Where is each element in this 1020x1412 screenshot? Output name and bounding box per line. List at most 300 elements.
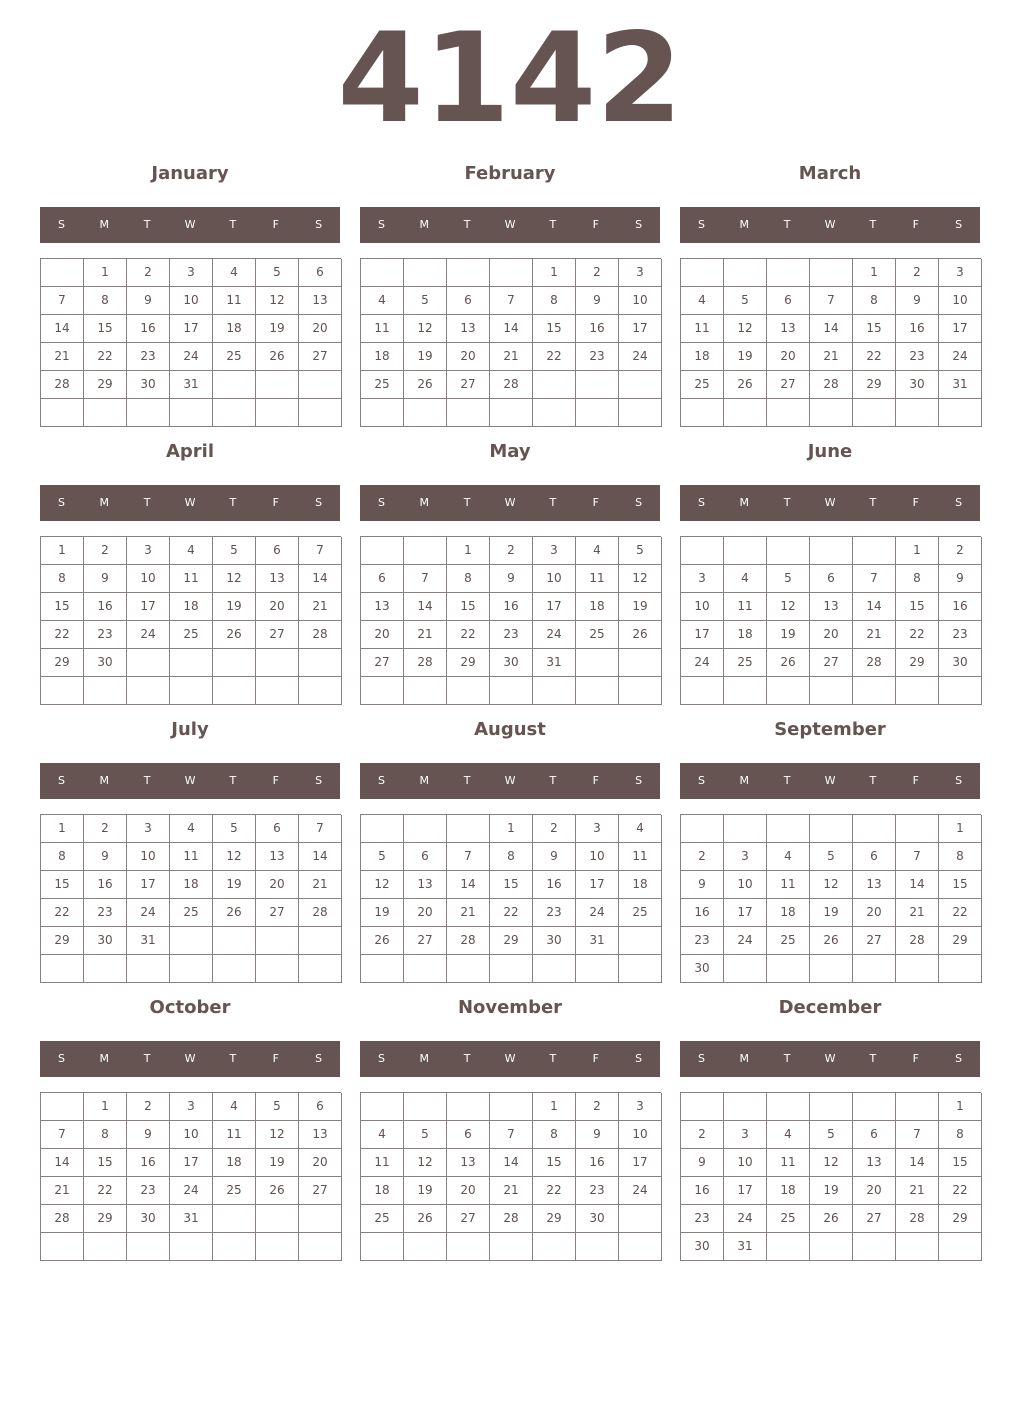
day-cell: 29: [533, 1205, 576, 1233]
day-cell: 20: [810, 621, 853, 649]
day-cell: 9: [127, 287, 170, 315]
day-cell: 19: [256, 1149, 299, 1177]
day-cell: 21: [447, 899, 490, 927]
empty-day-cell: [361, 537, 404, 565]
empty-day-cell: [447, 677, 490, 705]
day-cell: 21: [299, 593, 342, 621]
weekday-label: F: [912, 774, 919, 787]
day-cell: 3: [576, 815, 619, 843]
empty-day-cell: [170, 927, 213, 955]
empty-day-cell: [41, 1093, 84, 1121]
day-cell: 31: [533, 649, 576, 677]
day-cell: 29: [447, 649, 490, 677]
empty-day-cell: [724, 955, 767, 983]
empty-day-cell: [896, 677, 939, 705]
day-cell: 14: [896, 871, 939, 899]
weekday-label: T: [143, 496, 151, 509]
day-cell: 8: [84, 287, 127, 315]
empty-day-cell: [810, 955, 853, 983]
day-cell: 7: [404, 565, 447, 593]
empty-day-cell: [447, 815, 490, 843]
day-cell: 9: [681, 871, 724, 899]
month-name: May: [489, 441, 531, 462]
day-cell: 4: [213, 1093, 256, 1121]
day-cell: 22: [447, 621, 490, 649]
weekday-label: M: [739, 774, 750, 787]
weekday-label: M: [99, 496, 110, 509]
day-cell: 17: [533, 593, 576, 621]
month-name: January: [151, 163, 229, 184]
day-cell: 28: [41, 371, 84, 399]
day-cell: 27: [447, 1205, 490, 1233]
day-cell: 15: [41, 593, 84, 621]
weekday-label: T: [869, 218, 877, 231]
day-cell: 6: [299, 259, 342, 287]
weekday-label: F: [272, 1052, 279, 1065]
empty-day-cell: [170, 955, 213, 983]
day-cell: 11: [681, 315, 724, 343]
day-cell: 22: [853, 343, 896, 371]
day-grid: [360, 814, 661, 983]
day-cell: 28: [299, 621, 342, 649]
day-cell: 1: [41, 815, 84, 843]
empty-day-cell: [361, 677, 404, 705]
day-cell: 24: [681, 649, 724, 677]
weekday-label: F: [912, 1052, 919, 1065]
day-cell: 3: [619, 1093, 662, 1121]
day-cell: 22: [939, 899, 982, 927]
day-cell: 15: [84, 315, 127, 343]
day-cell: 23: [576, 343, 619, 371]
day-grid: [40, 814, 341, 983]
day-cell: 18: [767, 1177, 810, 1205]
empty-day-cell: [724, 677, 767, 705]
empty-day-cell: [256, 955, 299, 983]
day-cell: 22: [84, 1177, 127, 1205]
day-cell: 24: [576, 899, 619, 927]
empty-day-cell: [576, 649, 619, 677]
day-cell: 21: [896, 899, 939, 927]
empty-day-cell: [619, 399, 662, 427]
day-cell: 4: [681, 287, 724, 315]
weekday-label: S: [315, 1052, 323, 1065]
day-cell: 16: [490, 593, 533, 621]
day-cell: 11: [361, 1149, 404, 1177]
day-cell: 8: [939, 843, 982, 871]
day-cell: 9: [896, 287, 939, 315]
day-cell: 8: [447, 565, 490, 593]
empty-day-cell: [299, 955, 342, 983]
empty-day-cell: [41, 955, 84, 983]
weekday-label: T: [549, 496, 557, 509]
empty-day-cell: [361, 1233, 404, 1261]
empty-day-cell: [576, 677, 619, 705]
day-cell: 14: [41, 315, 84, 343]
day-cell: 8: [84, 1121, 127, 1149]
day-cell: 13: [447, 1149, 490, 1177]
day-cell: 15: [939, 1149, 982, 1177]
empty-day-cell: [490, 1093, 533, 1121]
day-cell: 8: [41, 843, 84, 871]
day-cell: 24: [127, 899, 170, 927]
day-grid: [680, 1092, 981, 1261]
empty-day-cell: [724, 1093, 767, 1121]
empty-day-cell: [767, 1093, 810, 1121]
empty-day-cell: [361, 1093, 404, 1121]
day-cell: 16: [896, 315, 939, 343]
weekday-label: F: [272, 496, 279, 509]
day-cell: 6: [767, 287, 810, 315]
weekday-label: T: [783, 218, 791, 231]
day-cell: 13: [299, 1121, 342, 1149]
day-cell: 28: [490, 371, 533, 399]
day-cell: 12: [213, 565, 256, 593]
day-cell: 7: [490, 287, 533, 315]
day-cell: 30: [681, 1233, 724, 1261]
day-cell: 7: [447, 843, 490, 871]
empty-day-cell: [213, 955, 256, 983]
day-cell: 30: [533, 927, 576, 955]
day-cell: 17: [576, 871, 619, 899]
weekday-label: T: [869, 1052, 877, 1065]
day-cell: 15: [853, 315, 896, 343]
day-cell: 17: [619, 1149, 662, 1177]
weekday-label: F: [592, 1052, 599, 1065]
day-cell: 22: [41, 899, 84, 927]
day-cell: 11: [724, 593, 767, 621]
weekday-label: F: [272, 774, 279, 787]
weekday-header: [40, 485, 340, 521]
day-cell: 16: [84, 593, 127, 621]
empty-day-cell: [724, 537, 767, 565]
day-cell: 29: [41, 927, 84, 955]
day-cell: 27: [299, 343, 342, 371]
day-grid: [40, 1092, 341, 1261]
day-cell: 4: [619, 815, 662, 843]
day-cell: 19: [213, 871, 256, 899]
weekday-label: S: [57, 218, 65, 231]
weekday-label: S: [697, 1052, 705, 1065]
day-cell: 16: [84, 871, 127, 899]
day-cell: 30: [84, 649, 127, 677]
empty-day-cell: [84, 955, 127, 983]
day-cell: 22: [939, 1177, 982, 1205]
day-cell: 8: [533, 287, 576, 315]
day-cell: 19: [213, 593, 256, 621]
day-cell: 23: [681, 927, 724, 955]
empty-day-cell: [724, 815, 767, 843]
day-cell: 19: [404, 343, 447, 371]
empty-day-cell: [576, 399, 619, 427]
day-cell: 19: [810, 899, 853, 927]
day-cell: 2: [490, 537, 533, 565]
day-cell: 3: [724, 843, 767, 871]
weekday-label: S: [635, 1052, 643, 1065]
day-cell: 26: [767, 649, 810, 677]
weekday-label: S: [57, 1052, 65, 1065]
day-cell: 4: [767, 843, 810, 871]
weekday-label: S: [377, 496, 385, 509]
day-cell: 23: [576, 1177, 619, 1205]
day-cell: 13: [447, 315, 490, 343]
day-cell: 10: [170, 1121, 213, 1149]
day-cell: 29: [939, 1205, 982, 1233]
empty-day-cell: [576, 1233, 619, 1261]
empty-day-cell: [810, 815, 853, 843]
empty-day-cell: [767, 399, 810, 427]
day-cell: 27: [299, 1177, 342, 1205]
weekday-label: M: [419, 218, 430, 231]
empty-day-cell: [404, 955, 447, 983]
day-cell: 27: [447, 371, 490, 399]
empty-day-cell: [256, 677, 299, 705]
day-cell: 18: [724, 621, 767, 649]
day-cell: 18: [213, 1149, 256, 1177]
weekday-label: W: [504, 496, 516, 509]
day-cell: 25: [213, 1177, 256, 1205]
day-cell: 17: [724, 1177, 767, 1205]
day-cell: 4: [767, 1121, 810, 1149]
day-cell: 10: [533, 565, 576, 593]
weekday-header: [680, 485, 980, 521]
month-name: August: [474, 719, 546, 740]
day-cell: 30: [84, 927, 127, 955]
day-cell: 30: [127, 1205, 170, 1233]
day-cell: 22: [84, 343, 127, 371]
weekday-label: S: [955, 774, 963, 787]
empty-day-cell: [213, 399, 256, 427]
day-cell: 17: [939, 315, 982, 343]
day-cell: 2: [576, 1093, 619, 1121]
empty-day-cell: [853, 815, 896, 843]
day-cell: 5: [767, 565, 810, 593]
empty-day-cell: [213, 649, 256, 677]
empty-day-cell: [767, 677, 810, 705]
day-cell: 29: [41, 649, 84, 677]
weekday-label: S: [635, 218, 643, 231]
month-name: July: [171, 719, 209, 740]
empty-day-cell: [170, 1233, 213, 1261]
month-name: November: [457, 997, 563, 1018]
day-cell: 6: [361, 565, 404, 593]
day-cell: 29: [490, 927, 533, 955]
empty-day-cell: [213, 1233, 256, 1261]
day-cell: 5: [213, 537, 256, 565]
empty-day-cell: [576, 371, 619, 399]
empty-day-cell: [853, 955, 896, 983]
day-cell: 12: [810, 1149, 853, 1177]
day-cell: 10: [127, 843, 170, 871]
day-cell: 20: [299, 1149, 342, 1177]
empty-day-cell: [299, 649, 342, 677]
day-cell: 6: [299, 1093, 342, 1121]
empty-day-cell: [299, 1205, 342, 1233]
day-cell: 25: [170, 621, 213, 649]
day-cell: 31: [939, 371, 982, 399]
day-cell: 10: [724, 1149, 767, 1177]
weekday-label: S: [697, 218, 705, 231]
weekday-header: [40, 1041, 340, 1077]
weekday-label: F: [912, 218, 919, 231]
day-cell: 23: [533, 899, 576, 927]
day-cell: 21: [853, 621, 896, 649]
day-cell: 22: [533, 1177, 576, 1205]
empty-day-cell: [810, 537, 853, 565]
empty-day-cell: [681, 815, 724, 843]
weekday-label: S: [57, 774, 65, 787]
weekday-label: M: [419, 496, 430, 509]
day-cell: 17: [681, 621, 724, 649]
empty-day-cell: [681, 399, 724, 427]
empty-day-cell: [810, 259, 853, 287]
weekday-label: T: [549, 1052, 557, 1065]
day-cell: 10: [619, 287, 662, 315]
day-cell: 11: [619, 843, 662, 871]
day-cell: 26: [404, 371, 447, 399]
day-cell: 21: [299, 871, 342, 899]
day-cell: 9: [576, 1121, 619, 1149]
day-cell: 29: [853, 371, 896, 399]
day-cell: 3: [170, 259, 213, 287]
day-cell: 24: [724, 1205, 767, 1233]
day-cell: 15: [41, 871, 84, 899]
weekday-label: S: [697, 774, 705, 787]
weekday-label: M: [739, 218, 750, 231]
day-cell: 17: [724, 899, 767, 927]
day-cell: 26: [619, 621, 662, 649]
empty-day-cell: [170, 677, 213, 705]
day-cell: 25: [361, 1205, 404, 1233]
day-cell: 6: [447, 1121, 490, 1149]
day-cell: 7: [41, 1121, 84, 1149]
empty-day-cell: [256, 371, 299, 399]
weekday-label: W: [504, 218, 516, 231]
day-cell: 7: [41, 287, 84, 315]
day-cell: 6: [810, 565, 853, 593]
month-name: April: [165, 441, 215, 462]
day-cell: 12: [404, 1149, 447, 1177]
day-cell: 28: [896, 1205, 939, 1233]
day-cell: 2: [533, 815, 576, 843]
day-cell: 14: [299, 843, 342, 871]
empty-day-cell: [810, 1093, 853, 1121]
day-cell: 12: [256, 1121, 299, 1149]
day-cell: 6: [447, 287, 490, 315]
day-cell: 9: [84, 843, 127, 871]
day-cell: 4: [361, 1121, 404, 1149]
day-cell: 28: [41, 1205, 84, 1233]
day-cell: 2: [127, 1093, 170, 1121]
empty-day-cell: [490, 677, 533, 705]
day-cell: 26: [810, 1205, 853, 1233]
day-cell: 29: [84, 1205, 127, 1233]
empty-day-cell: [127, 677, 170, 705]
day-cell: 7: [896, 843, 939, 871]
day-cell: 25: [213, 343, 256, 371]
weekday-label: T: [229, 218, 237, 231]
day-cell: 2: [681, 1121, 724, 1149]
day-cell: 8: [490, 843, 533, 871]
day-grid: [680, 536, 981, 705]
empty-day-cell: [404, 259, 447, 287]
day-cell: 20: [299, 315, 342, 343]
weekday-header: [360, 485, 660, 521]
empty-day-cell: [361, 955, 404, 983]
empty-day-cell: [533, 677, 576, 705]
day-cell: 20: [404, 899, 447, 927]
day-cell: 8: [533, 1121, 576, 1149]
weekday-label: T: [869, 774, 877, 787]
empty-day-cell: [404, 399, 447, 427]
day-cell: 19: [810, 1177, 853, 1205]
empty-day-cell: [213, 677, 256, 705]
weekday-label: T: [143, 774, 151, 787]
day-cell: 12: [404, 315, 447, 343]
day-cell: 10: [127, 565, 170, 593]
day-cell: 15: [84, 1149, 127, 1177]
day-cell: 21: [896, 1177, 939, 1205]
empty-day-cell: [533, 399, 576, 427]
empty-day-cell: [681, 537, 724, 565]
empty-day-cell: [404, 537, 447, 565]
empty-day-cell: [619, 371, 662, 399]
day-cell: 27: [256, 899, 299, 927]
weekday-label: M: [99, 774, 110, 787]
day-cell: 25: [767, 1205, 810, 1233]
empty-day-cell: [810, 1233, 853, 1261]
day-cell: 29: [939, 927, 982, 955]
weekday-label: T: [549, 774, 557, 787]
day-cell: 8: [41, 565, 84, 593]
day-cell: 29: [896, 649, 939, 677]
day-cell: 24: [127, 621, 170, 649]
day-cell: 2: [127, 259, 170, 287]
day-cell: 11: [170, 565, 213, 593]
day-cell: 27: [404, 927, 447, 955]
day-cell: 24: [170, 343, 213, 371]
day-cell: 5: [361, 843, 404, 871]
day-cell: 21: [490, 343, 533, 371]
day-cell: 27: [767, 371, 810, 399]
day-cell: 4: [213, 259, 256, 287]
day-cell: 25: [724, 649, 767, 677]
day-cell: 19: [361, 899, 404, 927]
day-cell: 20: [447, 343, 490, 371]
weekday-label: T: [463, 496, 471, 509]
day-cell: 14: [896, 1149, 939, 1177]
day-cell: 20: [256, 871, 299, 899]
day-cell: 11: [767, 871, 810, 899]
empty-day-cell: [170, 649, 213, 677]
day-cell: 24: [170, 1177, 213, 1205]
day-cell: 20: [361, 621, 404, 649]
day-cell: 2: [681, 843, 724, 871]
empty-day-cell: [896, 815, 939, 843]
weekday-label: S: [315, 218, 323, 231]
weekday-header: [680, 1041, 980, 1077]
empty-day-cell: [810, 677, 853, 705]
empty-day-cell: [619, 1205, 662, 1233]
day-cell: 25: [170, 899, 213, 927]
empty-day-cell: [896, 955, 939, 983]
weekday-label: W: [184, 1052, 196, 1065]
day-cell: 22: [896, 621, 939, 649]
day-cell: 14: [447, 871, 490, 899]
weekday-label: W: [504, 1052, 516, 1065]
day-cell: 10: [681, 593, 724, 621]
day-cell: 24: [724, 927, 767, 955]
day-cell: 23: [127, 343, 170, 371]
